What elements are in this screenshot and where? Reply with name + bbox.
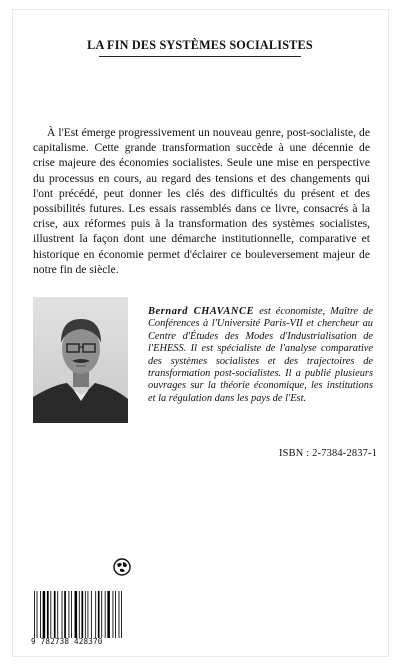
globe-icon (113, 558, 131, 576)
isbn-number: ISBN : 2-7384-2837-1 (279, 448, 378, 459)
book-blurb: À l'Est émerge progressivement un nouveau genre, post-socialiste, de capitalisme. Cette grande transformation succède à une décennie de crise majeure des économies socialistes. Seule une mise en perspective du processus en cours, au regard des tensions et des changements qui l'ont précédé, peut donner les clés des difficultés du présent et des possibilités futures. Les essais rassemblés dans ce livre, consacrés à la crise, aux réformes puis à la transformation des systèmes socialistes, illustrent la façon dont une démarche institutionnelle, comparative et historique en économie permet d'éclairer ce bouleversement majeur de notre fin de siècle. (33, 126, 370, 276)
author-photo (33, 297, 128, 423)
author-bio-text: est économiste, Maître de Conférences à l'Université Paris-VII et chercheur au Centre d'Études des Modes d'Industrialisation de l'EHESS. Il est spécialiste de l'analyse comparative des systèmes socialistes et des trajectoires de transformation post-socialistes. Il a publié plusieurs ouvrages sur la théorie économique, les institutions et la régulation dans les pays de l'Est. (148, 306, 373, 404)
book-title: LA FIN DES SYSTÈMES SOCIALISTES (87, 38, 313, 52)
title-underline (99, 56, 301, 57)
author-bio (148, 306, 373, 405)
barcode (33, 591, 129, 638)
barcode-digits: 9 782738 428370 (31, 637, 103, 646)
author-name: Bernard CHAVANCE (148, 306, 255, 317)
portrait-photo (33, 297, 128, 423)
